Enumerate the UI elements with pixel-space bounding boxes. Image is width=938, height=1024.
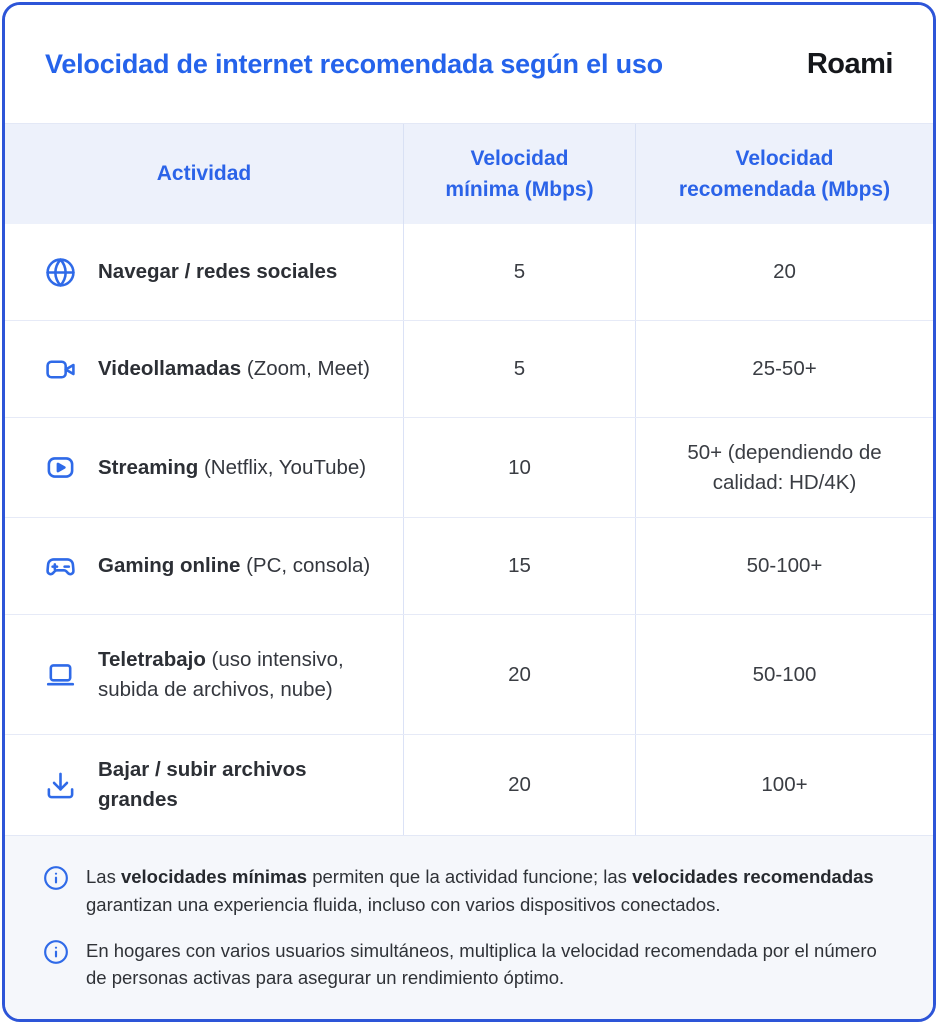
recommended-speed-value: 25-50+: [752, 357, 817, 381]
table-row: [5, 418, 933, 518]
page-title: Velocidad de internet recomendada según el uso: [45, 48, 663, 79]
activity-label: Gaming online (PC, consola): [98, 554, 371, 578]
table-row: [5, 518, 933, 615]
globe-icon: [45, 257, 76, 288]
table-body: [5, 224, 933, 835]
recommended-speed-value: 50-100: [752, 662, 817, 686]
download-icon: [45, 770, 76, 801]
speed-recommendation-card: [2, 2, 936, 1022]
table-header-row: [5, 123, 933, 224]
activity-label: Bajar / subir archivos grandes: [98, 758, 307, 811]
video-camera-icon: [45, 354, 76, 385]
note-text: En hogares con varios usuarios simultáneos, multiplica la velocidad recomendada por el número de personas activas para asegurar un rendimiento óptimo.: [86, 939, 877, 989]
activity-label: Teletrabajo (uso intensivo, subida de archivos, nube): [98, 647, 344, 701]
activity-cell: [5, 735, 404, 835]
min-speed-value: 20: [404, 735, 636, 835]
notes-section: [5, 835, 933, 1019]
activity-label: Navegar / redes sociales: [98, 260, 338, 284]
info-note: [43, 937, 895, 993]
table-row: [5, 224, 933, 321]
min-speed-value: 10: [404, 418, 636, 517]
table-row: [5, 321, 933, 418]
table-row: [5, 615, 933, 735]
gamepad-icon: [45, 551, 76, 582]
column-header-activity: Actividad: [5, 124, 404, 224]
min-speed-value: 15: [404, 518, 636, 614]
info-note: [43, 863, 895, 919]
laptop-icon: [45, 659, 76, 690]
activity-cell: [5, 224, 404, 320]
column-header-recommended-speed: Velocidad recomendada (Mbps): [678, 146, 891, 201]
activity-cell: [5, 518, 404, 614]
recommended-speed-value: 50-100+: [746, 554, 823, 578]
recommended-speed-value: 100+: [761, 773, 808, 797]
column-header-min-speed: Velocidad mínima (Mbps): [404, 124, 636, 224]
min-speed-value: 20: [404, 615, 636, 734]
recommended-speed-value: 20: [773, 260, 796, 284]
card-header: [5, 5, 933, 123]
min-speed-value: 5: [404, 224, 636, 320]
note-text: Las velocidades mínimas permiten que la actividad funcione; las velocidades recomendadas garantizan una experiencia fluida, incluso con varios dispositivos conectados.: [86, 866, 874, 915]
activity-label: Streaming (Netflix, YouTube): [98, 455, 367, 479]
streaming-play-icon: [45, 452, 76, 483]
activity-cell: [5, 321, 404, 417]
info-icon: [43, 937, 69, 965]
min-speed-value: 5: [404, 321, 636, 417]
activity-cell: [5, 615, 404, 734]
info-icon: [43, 863, 69, 891]
brand-logo: Roami: [806, 47, 893, 80]
table-row: [5, 735, 933, 835]
recommended-speed-value: 50+ (dependiendo de calidad: HD/4K): [687, 440, 882, 494]
activity-cell: [5, 418, 404, 517]
activity-label: Videollamadas (Zoom, Meet): [98, 357, 370, 381]
